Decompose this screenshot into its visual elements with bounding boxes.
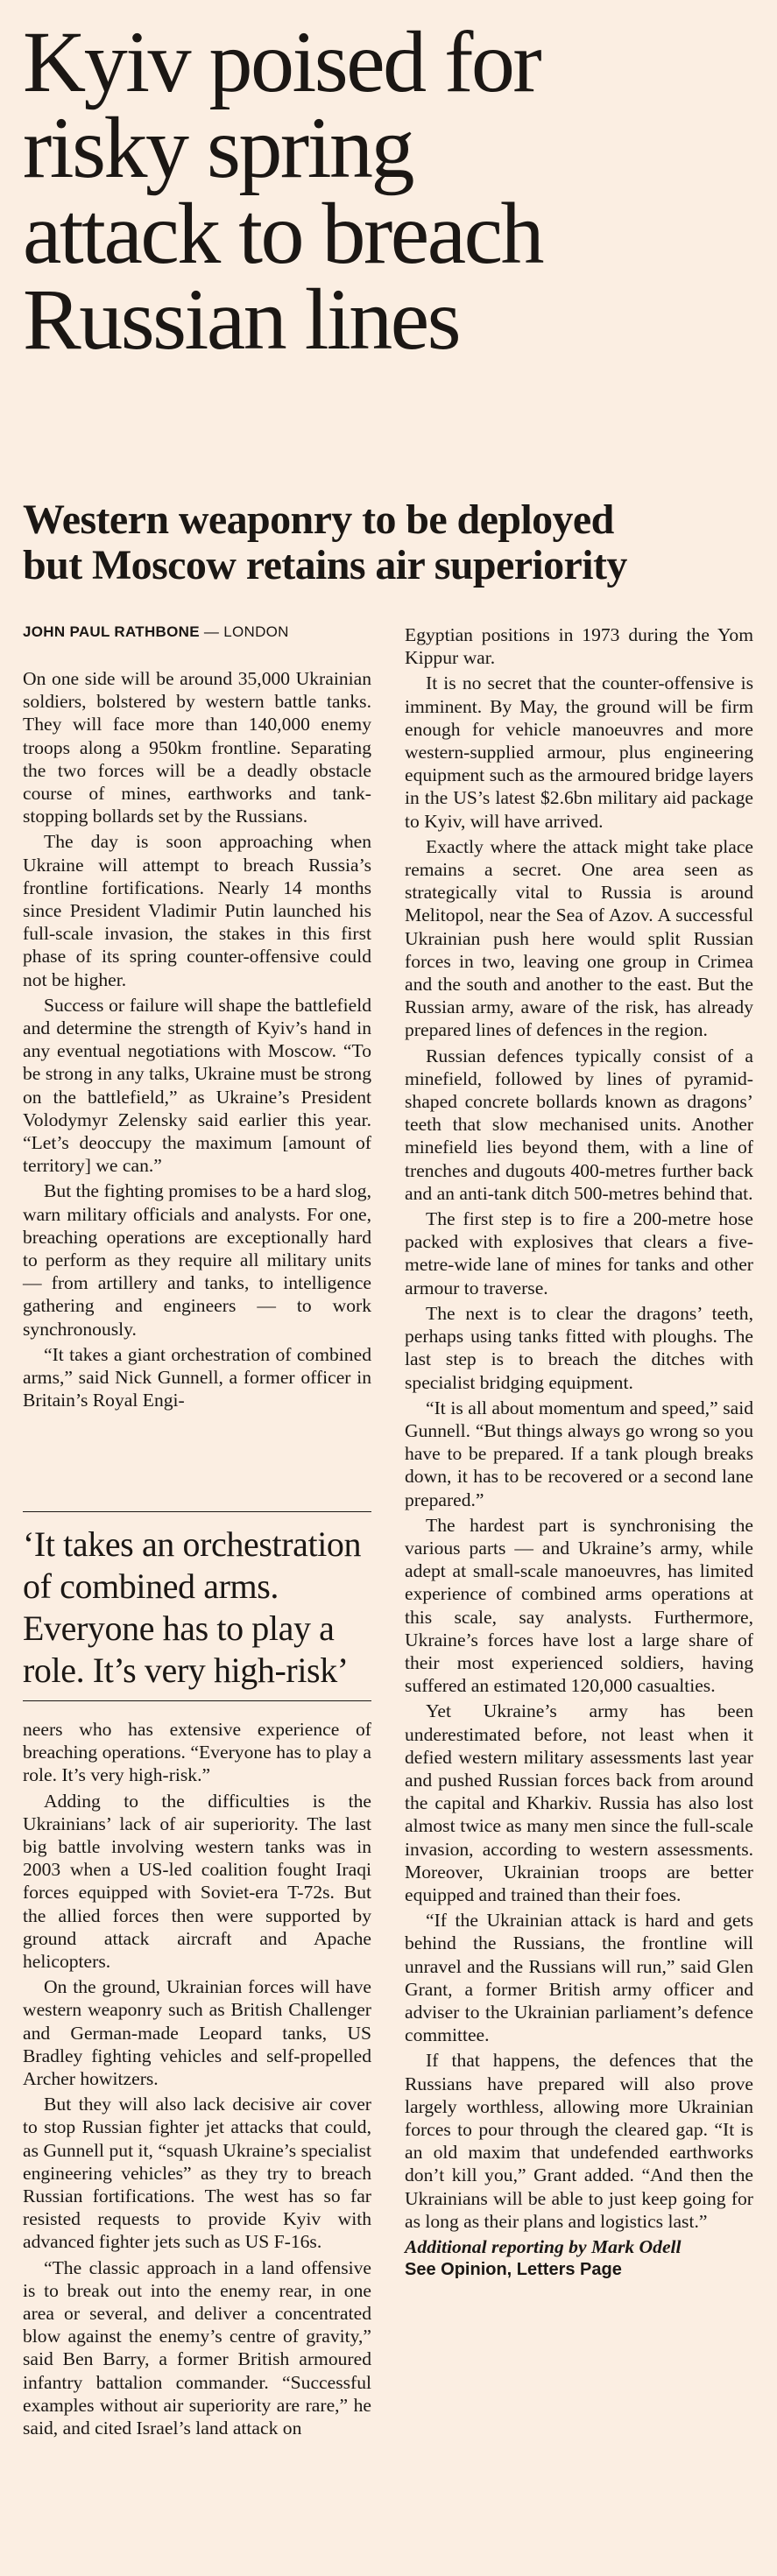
paragraph: It is no secret that the counter-offensive is imminent. By May, the ground will be firm enough for vehicle manoeuvres and more western-supplied armour, plus engineering equipment such as the armoured bridge layers in the US’s latest $2.6bn military aid package to Kyiv, will have arrived. xyxy=(405,672,753,832)
see-also-link[interactable]: See Opinion, Letters Page xyxy=(405,2260,622,2280)
paragraph: Egyptian positions in 1973 during the Yom Kippur war. xyxy=(405,624,753,669)
paragraph: The day is soon approaching when Ukraine will attempt to breach Russia’s frontline fortifications. Nearly 14 months since President Vladimir Putin launched his full-scale invasion, the stakes in this first phase of its spring counter-offensive could not be higher. xyxy=(23,831,371,990)
paragraph: The hardest part is synchronising the various parts — and Ukraine’s army, while adept at small-scale manoeuvres, has limited experience of combined arms operations at this scale, say analysts. Furthermore, Ukraine’s forces have lost a large share of their most experienced soldiers, having suffered an estimated 120,000 casualties. xyxy=(405,1514,753,1697)
paragraph: But they will also lack decisive air cover to stop Russian fighter jet attacks that could, as Gunnell put it, “squash Ukraine’s specialist engineering vehicles” as they try to breach Russian fortifications. The west has so far resisted requests to provide Kyiv with advanced fighter jets such as US F-16s. xyxy=(23,2094,371,2253)
pull-quote-line: ‘It takes an orchestration xyxy=(23,1524,362,1564)
paragraph: neers who has extensive experience of breaching operations. “Everyone has to play a role. It’s very high-risk.” xyxy=(23,1719,371,1786)
paragraph: “It takes a giant orchestration of combined arms,” said Nick Gunnell, a former officer in Britain’s Royal Engi- xyxy=(23,1343,371,1411)
pull-quote-line: Everyone has to play a xyxy=(23,1608,335,1648)
byline xyxy=(23,623,371,641)
headline xyxy=(23,13,759,368)
pull-quote-top-rule xyxy=(23,1511,371,1512)
paragraph: Russian defences typically consist of a minefield, followed by lines of pyramid-shaped concrete bollards known as dragons’ teeth that slow mechanised units. Another minefield lies beyond them, with a line of trenches and dugouts 400-metres further back and an anti-tank ditch 500-metres behind that. xyxy=(405,1045,753,1204)
paragraph: “The classic approach in a land offensive is to break out into the enemy rear, in one area or several, and deliver a concentrated blow against the enemy’s centre of gravity,” said Ben Barry, a former British armoured infantry battalion commander. “Successful examples without air superiority are rare,” he said, and cited Israel’s land attack on xyxy=(23,2256,371,2439)
paragraph: On the ground, Ukrainian forces will have western weaponry such as British Challenger and German-made Leopard tanks, US Bradley fighting vehicles and self-propelled Archer howitzers. xyxy=(23,1976,371,2090)
headline-line: risky spring xyxy=(23,99,413,196)
headline-line: attack to breach xyxy=(23,185,542,282)
paragraph: But the fighting promises to be a hard slog, warn military officials and analysts. For one, breaching operations are exceptionally hard to perform as they require all military units — from artillery and tanks, to intelligence gathering and engineers — to work synchronously. xyxy=(23,1180,371,1340)
byline-location: — LONDON xyxy=(203,623,289,640)
paragraph: “If the Ukrainian attack is hard and gets behind the Russians, the frontline will unravel and the Russians will run,” said Glen Grant, a former British army officer and adviser to the Ukrainian parliament’s defence committee. xyxy=(405,1910,753,2046)
paragraph: The next is to clear the dragons’ teeth, perhaps using tanks fitted with ploughs. The last step is to breach the ditches with specialist bridging equipment. xyxy=(405,1302,753,1393)
pull-quote-bottom-rule xyxy=(23,1700,371,1701)
standfirst-line: Western weaponry to be deployed xyxy=(23,496,614,543)
left-column xyxy=(23,623,371,1415)
additional-reporting: Additional reporting by Mark Odell xyxy=(405,2236,682,2258)
paragraph: Exactly where the attack might take place remains a secret. One area seen as strategically vital to Russia is around Melitopol, near the Sea of Azov. A successful Ukrainian push here would split Russian forces in two, leaving one group in Crimea and the south and another to the east. But the Russian army, aware of the risk, has already prepared lines of defences in the region. xyxy=(405,835,753,1041)
right-column xyxy=(405,623,753,2281)
standfirst xyxy=(23,497,759,588)
paragraph: The first step is to fire a 200-metre hose packed with explosives that clears a five-metre-wide lane of mines for tanks and other armour to traverse. xyxy=(405,1208,753,1299)
headline-line: Russian lines xyxy=(23,271,460,368)
pull-quote xyxy=(23,1524,371,1692)
standfirst-line: but Moscow retains air superiority xyxy=(23,542,627,588)
paragraph: Adding to the difficulties is the Ukrainians’ lack of air superiority. The last big battle involving western tanks was in 2003 when a US-led coalition fought Iraqi forces equipped with Soviet-era T-72s. But the allied forces then were supported by ground attack aircraft and Apache helicopters. xyxy=(23,1790,371,1973)
paragraph: If that happens, the defences that the Russians have prepared will also prove largely worthless, allowing more Ukrainian forces to pour through the cleared gap. “It is an old maxim that undefended earthworks don’t kill you,” Grant added. “And then the Ukrainians will be able to just keep going for as long as their plans and logistics last.” xyxy=(405,2050,753,2232)
paragraph: On one side will be around 35,000 Ukrainian soldiers, bolstered by western battle tanks. They will face more than 140,000 enemy troops along a 950km frontline. Separating the two forces will be a deadly obstacle course of mines, earthworks and tank-stopping bollards set by the Russians. xyxy=(23,668,371,827)
paragraph: “It is all about momentum and speed,” said Gunnell. “But things always go wrong so you have to be prepared. If a tank plough breaks down, it has to be recovered or a second lane prepared.” xyxy=(405,1397,753,1510)
pull-quote-line: of combined arms. xyxy=(23,1566,279,1606)
paragraph: Yet Ukraine’s army has been underestimated before, not least when it defied western military assessments last year and pushed Russian forces back from around the capital and Kharkiv. Russia has also lost almost twice as many men since the full-scale invasion, according to western assessments. Moreover, Ukrainian troops are better equipped and trained than their foes. xyxy=(405,1700,753,1905)
headline-line: Kyiv poised for xyxy=(23,13,540,110)
byline-author: JOHN PAUL RATHBONE xyxy=(23,623,200,640)
pull-quote-line: role. It’s very high-risk’ xyxy=(23,1650,349,1690)
left-column-lower xyxy=(23,1718,371,2442)
paragraph: Success or failure will shape the battlefield and determine the strength of Kyiv’s hand in any eventual negotiations with Moscow. “To be strong in any talks, Ukraine must be strong on the battlefield,” as Ukraine’s President Volodymyr Zelensky said earlier this year. “Let’s deoccupy the maximum [amount of territory] we can.” xyxy=(23,994,371,1177)
